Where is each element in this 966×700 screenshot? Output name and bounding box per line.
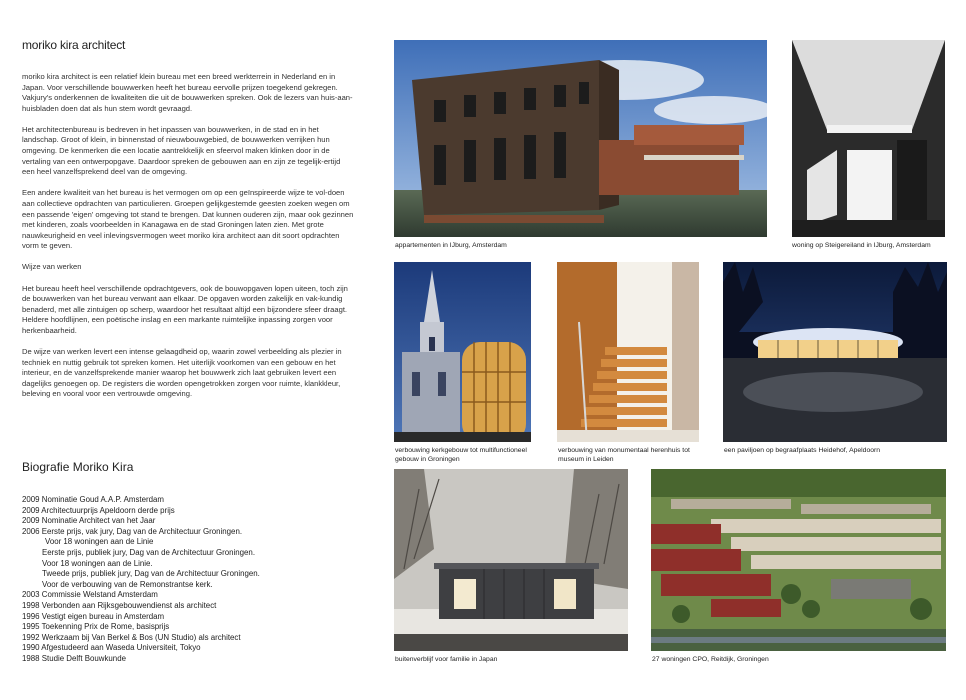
photo-pavilion	[723, 262, 947, 442]
bio-item: 2009 Architectuurprijs Apeldoorn derde prijs	[22, 505, 175, 515]
photo-church-conversion	[394, 262, 531, 442]
intro-paragraph: Het architectenbureau is bedreven in het inpassen van bouwwerken, in de stad en in het landschap. Groot of klein, in binnenstad of nieuwbouwgebied, de bouwwerken verrijken hun omgeving. De kenmerken die een locatie aantrekkelijk en sfeervol maken klinken door in de vertaling van een ontwerpopgave. Daardoor spreken de gebouwen aan en zijn ze tegelijk-ertijd een heel vanzelfsprekend deel van de omgeving.	[22, 124, 341, 177]
caption-ijburg-apartments: appartementen in IJburg, Amsterdam	[395, 242, 507, 249]
bio-item: 2003 Commissie Welstand Amsterdam	[22, 590, 158, 600]
bio-title: Biografie Moriko Kira	[22, 460, 134, 474]
bio-item: 2009 Nominatie Goud A.A.P. Amsterdam	[22, 495, 164, 504]
intro-paragraph: Een andere kwaliteit van het bureau is het vermogen om op een geïnspireerde wijze te vol-doen aan collectieve opdrachten van particulieren. Groepen gelijkgestemde geesten zoeken wegen om een passende 'eigen' omgeving tot stand te brengen. Dat kunnen ouderen zijn, maar ook gezinnen met kinderen, zoals voorbeelden in Kanagawa en de stad Groningen laten zien. Met grote nauwkeurigheid en veel inlevingsvermogen weet moriko kira architect aan dit soort opdrachten vorm te geven.	[22, 188, 354, 251]
photo-leiden-museum	[557, 262, 699, 442]
bio-item: 2009 Nominatie Architect van het Jaar	[22, 516, 156, 526]
bio-item: 1988 Studie Delft Bouwkunde	[22, 653, 126, 663]
bio-item: Eerste prijs, publiek jury, Dag van de Architectuur Groningen.	[42, 547, 256, 557]
bio-item: 1990 Afgestudeerd aan Waseda Universiteit, Tokyo	[22, 643, 201, 653]
photo-ijburg-apartments	[394, 40, 767, 237]
caption-japan-house: buitenverblijf voor familie in Japan	[395, 656, 498, 663]
intro-paragraph: De wijze van werken levert een intense gelaagdheid op, waarin zowel verbeelding als plezier in techniek en nuttig gebruik tot spreken komen. Het uiterlijk voorkomen van een gebouw en het interieur, en de vanzelfsprekende manier waarop het bouwwerk zich laat gebruiken levert een dagelijks genoegen op. De registers die worden opengetrokken zorgen voor ruimte, klankkleur, beleving en vooral voor een vertrouwde omgeving.	[22, 346, 342, 399]
bio-item: 2006 Eerste prijs, vak jury, Dag van de Architectuur Groningen.	[22, 526, 243, 536]
caption-pavilion: een paviljoen op begraafplaats Heidehof, Apeldoorn	[724, 447, 881, 454]
bio-item: 1995 Toekenning Prix de Rome, basisprijs	[22, 622, 170, 632]
bio-item: 1996 Vestigt eigen bureau in Amsterdam	[22, 611, 165, 621]
caption-steigereiland-house: woning op Steigereiland in IJburg, Amsterdam	[792, 242, 931, 249]
bio-list	[22, 495, 260, 665]
bio-item: 1992 Werkzaam bij Van Berkel & Bos (UN Studio) als architect	[22, 632, 241, 642]
intro-paragraph: moriko kira architect is een relatief klein bureau met een breed werkterrein in Nederland en in Japan. Voor verschillende bouwwerken heeft het bureau eervolle prijzen toegekend gekregen. Vakjury's onderkennen de kwaliteiten die uit de bouwwerken spreken. Ook de lezers van huis-aan-huisbladen doen dat als hun stem wordt gevraagd.	[22, 72, 353, 113]
photo-japan-house	[394, 469, 628, 651]
bio-item: Voor 18 woningen aan de Linie.	[42, 558, 153, 568]
intro-text	[22, 72, 354, 410]
caption-church-conversion: verbouwing kerkgebouw tot multifunctioneel gebouw in Groningen	[395, 447, 527, 463]
caption-groningen-housing: 27 woningen CPO, Reitdijk, Groningen	[652, 656, 769, 663]
section-heading-werkwijze: Wijze van werken	[22, 262, 82, 272]
photo-groningen-housing	[651, 469, 946, 651]
bio-item: 1998 Verbonden aan Rijksgebouwendienst als architect	[22, 600, 217, 610]
intro-paragraph: Het bureau heeft heel verschillende opdrachtgevers, ook de bouwopgaven lopen uiteen, toch zijn de bouwwerken van het bureau verwant aan elkaar. De opgaven worden zakelijk en vak-kundig benaderd, met alle zintuigen op scherp, waardoor het resultaat altijd een bijzondere sfeer draagt. Heldere hoofdlijnen, een poëtische inslag en een markante ruimtelijke inpassing zorgen voor herkenbaarheid.	[22, 283, 348, 335]
caption-leiden-museum: verbouwing van monumentaal herenhuis tot museum in Leiden	[558, 447, 690, 463]
page-title: moriko kira architect	[22, 38, 126, 52]
bio-item: Tweede prijs, publiek jury, Dag van de Architectuur Groningen.	[42, 569, 260, 579]
photo-steigereiland-house	[792, 40, 945, 237]
bio-item: Voor 18 woningen aan de Linie	[45, 537, 154, 547]
bio-item: Voor de verbouwing van de Remonstrantse kerk.	[42, 579, 213, 589]
